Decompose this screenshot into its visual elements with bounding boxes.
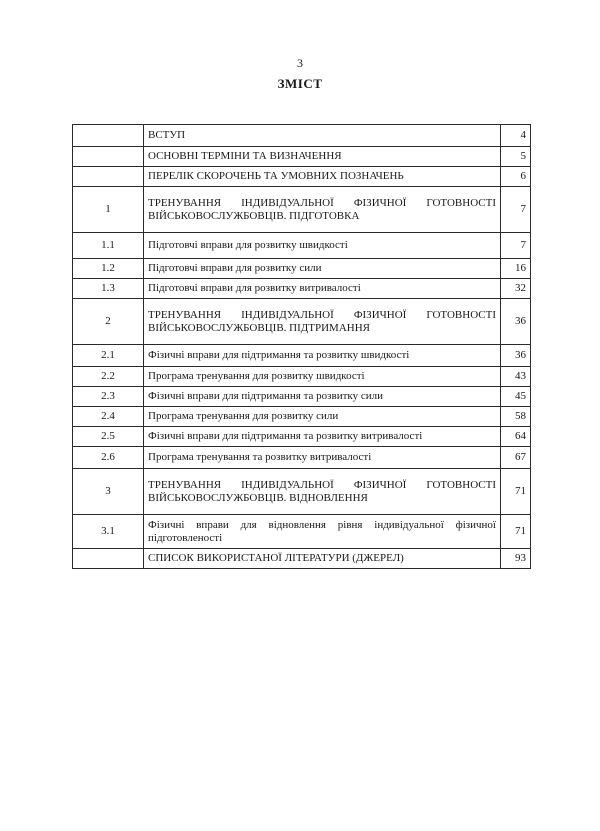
toc-section-number: 2.1	[73, 345, 144, 367]
toc-section-number: 2.6	[73, 447, 144, 469]
toc-row	[73, 387, 531, 407]
toc-page-number: 45	[501, 387, 531, 407]
toc-page-number: 7	[501, 187, 531, 233]
toc-body	[73, 125, 531, 569]
toc-section-number	[73, 167, 144, 187]
toc-page-number: 58	[501, 407, 531, 427]
toc-row	[73, 549, 531, 569]
toc-page-number: 7	[501, 233, 531, 259]
toc-section-title: ТРЕНУВАННЯ ІНДИВІДУАЛЬНОЇ ФІЗИЧНОЇ ГОТОВНОСТІ ВІЙСЬКОВОСЛУЖБОВЦІВ. ПІДТРИМАННЯ	[144, 299, 501, 345]
toc-section-title: Фізичні вправи для підтримання та розвитку сили	[144, 387, 501, 407]
toc-section-title: Програма тренування для розвитку швидкості	[144, 367, 501, 387]
toc-section-number: 1.1	[73, 233, 144, 259]
toc-section-title: Підготовчі вправи для розвитку витривалості	[144, 279, 501, 299]
toc-page-number: 36	[501, 299, 531, 345]
toc-page-number: 67	[501, 447, 531, 469]
toc-section-number: 2.5	[73, 427, 144, 447]
toc-section-number: 2.4	[73, 407, 144, 427]
toc-section-title: Програма тренування для розвитку сили	[144, 407, 501, 427]
toc-row	[73, 427, 531, 447]
toc-section-number	[73, 549, 144, 569]
toc-row	[73, 469, 531, 515]
toc-section-number: 2	[73, 299, 144, 345]
toc-page-number: 32	[501, 279, 531, 299]
toc-row	[73, 125, 531, 147]
toc-section-title: Фізичні вправи для підтримання та розвитку витривалості	[144, 427, 501, 447]
toc-page-number: 71	[501, 469, 531, 515]
toc-section-title: ВСТУП	[144, 125, 501, 147]
toc-section-title: Програма тренування та розвитку витривалості	[144, 447, 501, 469]
toc-section-title: ОСНОВНІ ТЕРМІНИ ТА ВИЗНАЧЕННЯ	[144, 147, 501, 167]
toc-section-number: 2.2	[73, 367, 144, 387]
toc-page-number: 6	[501, 167, 531, 187]
toc-row	[73, 367, 531, 387]
toc-section-number: 3	[73, 469, 144, 515]
toc-page-number: 64	[501, 427, 531, 447]
toc-section-title: СПИСОК ВИКОРИСТАНОЇ ЛІТЕРАТУРИ (ДЖЕРЕЛ)	[144, 549, 501, 569]
toc-row	[73, 147, 531, 167]
toc-row	[73, 515, 531, 549]
toc-section-title: ТРЕНУВАННЯ ІНДИВІДУАЛЬНОЇ ФІЗИЧНОЇ ГОТОВНОСТІ ВІЙСЬКОВОСЛУЖБОВЦІВ. ПІДГОТОВКА	[144, 187, 501, 233]
toc-page-number: 16	[501, 259, 531, 279]
page-number: 3	[297, 56, 303, 70]
toc-section-number: 1.3	[73, 279, 144, 299]
toc-section-title: Фізичні вправи для підтримання та розвитку швидкості	[144, 345, 501, 367]
toc-page-number: 93	[501, 549, 531, 569]
toc-section-title: ТРЕНУВАННЯ ІНДИВІДУАЛЬНОЇ ФІЗИЧНОЇ ГОТОВНОСТІ ВІЙСЬКОВОСЛУЖБОВЦІВ. ВІДНОВЛЕННЯ	[144, 469, 501, 515]
toc-section-number: 1	[73, 187, 144, 233]
toc-row	[73, 187, 531, 233]
toc-row	[73, 345, 531, 367]
toc-section-number: 3.1	[73, 515, 144, 549]
toc-page-number: 5	[501, 147, 531, 167]
toc-section-title: ПЕРЕЛІК СКОРОЧЕНЬ ТА УМОВНИХ ПОЗНАЧЕНЬ	[144, 167, 501, 187]
toc-section-title: Підготовчі вправи для розвитку сили	[144, 259, 501, 279]
toc-section-number	[73, 125, 144, 147]
toc-row	[73, 279, 531, 299]
toc-row	[73, 233, 531, 259]
toc-section-title: Підготовчі вправи для розвитку швидкості	[144, 233, 501, 259]
table-of-contents	[72, 124, 531, 569]
toc-section-number: 2.3	[73, 387, 144, 407]
toc-page-number: 4	[501, 125, 531, 147]
toc-section-number	[73, 147, 144, 167]
page-title: ЗМІСТ	[277, 76, 323, 91]
toc-page-number: 36	[501, 345, 531, 367]
toc-page-number: 71	[501, 515, 531, 549]
toc-row	[73, 407, 531, 427]
toc-row	[73, 259, 531, 279]
toc-section-title: Фізичні вправи для відновлення рівня індивідуальної фізичної підготовленості	[144, 515, 501, 549]
toc-section-number: 1.2	[73, 259, 144, 279]
toc-page-number: 43	[501, 367, 531, 387]
toc-row	[73, 167, 531, 187]
toc-row	[73, 447, 531, 469]
toc-row	[73, 299, 531, 345]
